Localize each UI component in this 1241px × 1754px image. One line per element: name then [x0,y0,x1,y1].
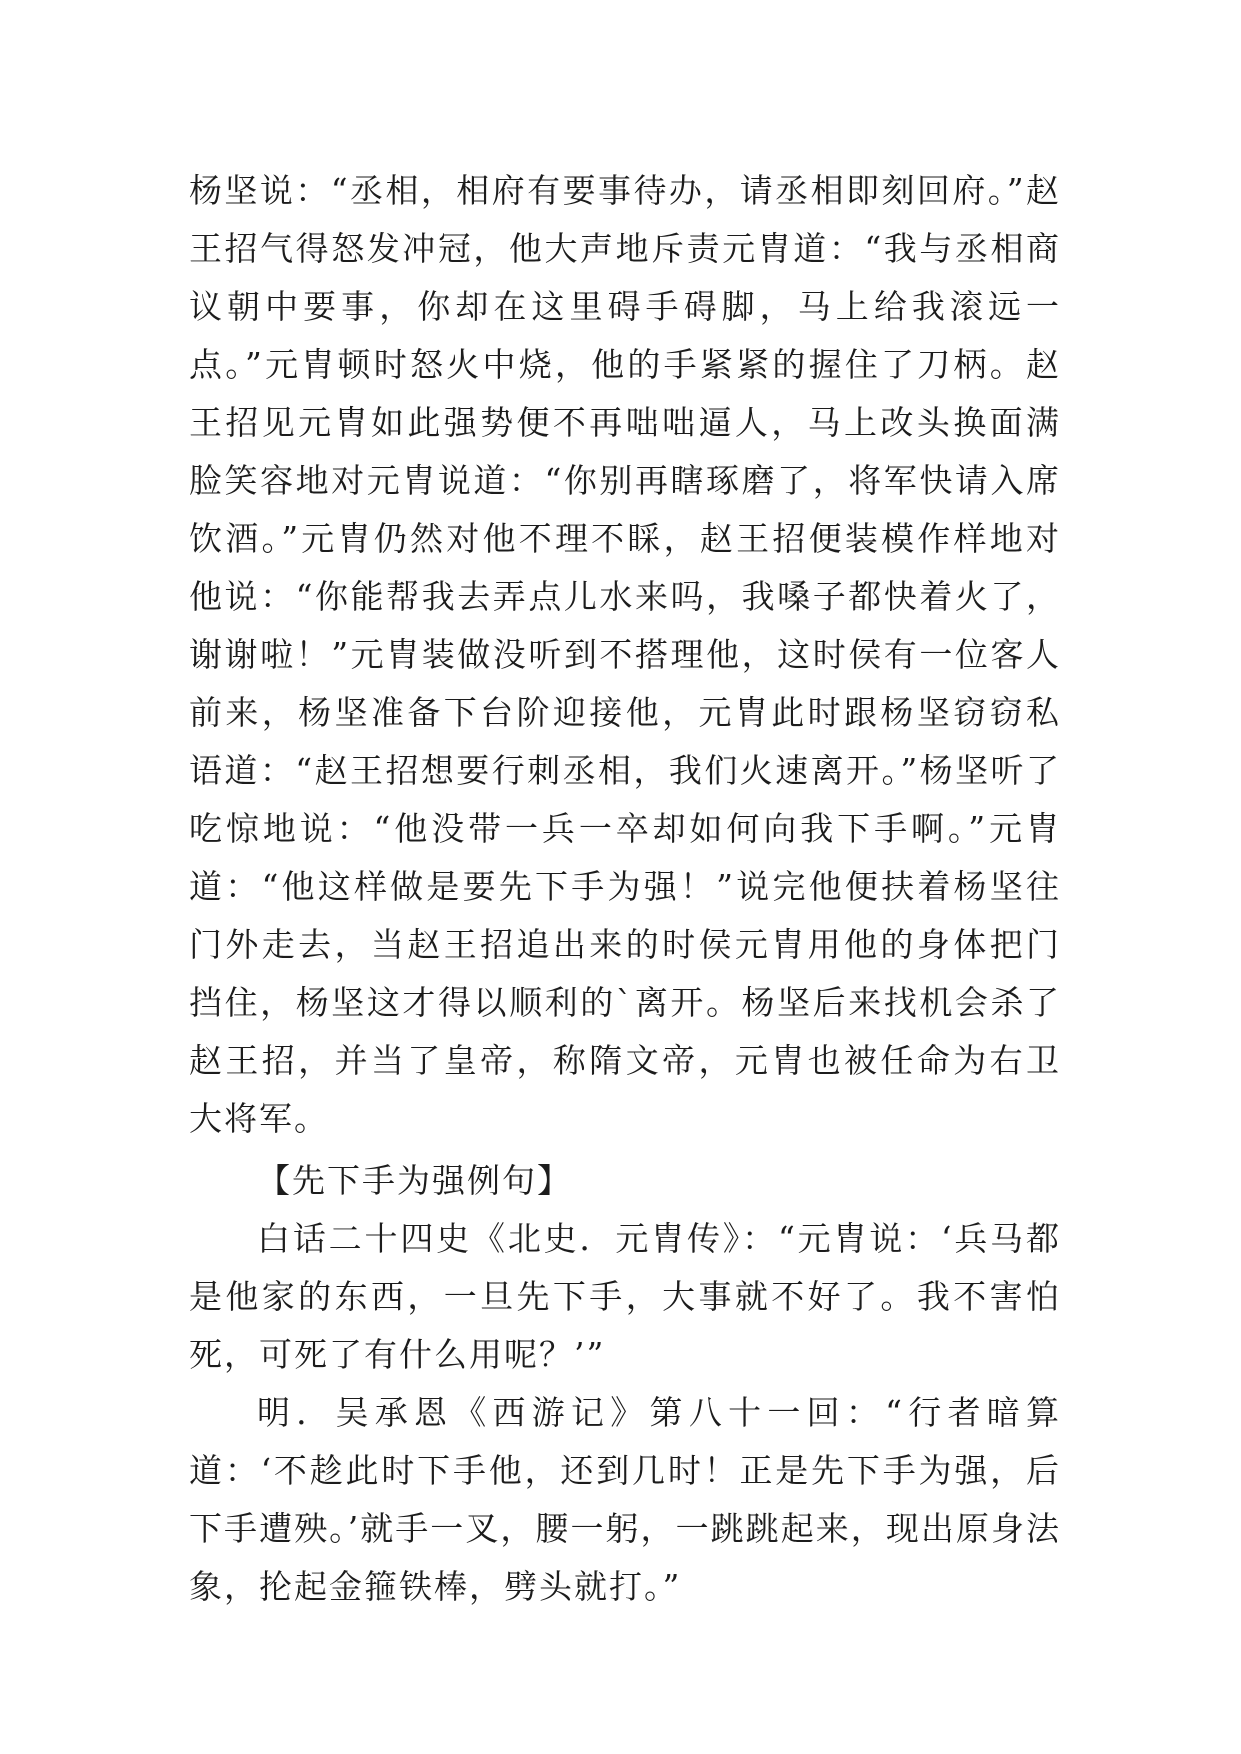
example-paragraph-beishi: 白话二十四史《北史．元胄传》：“元胄说：‘兵马都是他家的东西，一旦先下手，大事就不好了。我不害怕死，可死了有什么用呢？’” [189,1219,1061,1374]
story-paragraph: 杨坚说：“丞相，相府有要事待办，请丞相即刻回府。”赵王招气得怒发冲冠，他大声地斥责元胄道：“我与丞相商议朝中要事，你却在这里碍手碍脚，马上给我滚远一点。”元胄顿时怒火中烧，他的手紧紧的握住了刀柄。赵王招见元胄如此强势便不再咄咄逼人，马上改头换面满脸笑容地对元胄说道：“你别再瞎琢磨了，将军快请入席饮酒。”元胄仍然对他不理不睬，赵王招便装模作样地对他说：“你能帮我去弄点儿水来吗，我嗓子都快着火了，谢谢啦！”元胄装做没听到不搭理他，这时侯有一位客人前来，杨坚准备下台阶迎接他，元胄此时跟杨坚窃窃私语道：“赵王招想要行刺丞相，我们火速离开。”杨坚听了吃惊地说：“他没带一兵一卒却如何向我下手啊。”元胄道：“他这样做是要先下手为强！”说完他便扶着杨坚往门外走去，当赵王招追出来的时侯元胄用他的身体把门挡住，杨坚这才得以顺利的`离开。杨坚后来找机会杀了赵王招，并当了皇帝，称隋文帝，元胄也被任命为右卫大将军。 [189,171,1061,1138]
example-paragraph-xiyouji: 明．吴承恩《西游记》第八十一回：“行者暗算道：‘不趁此时下手他，还到几时！正是先下手为强，后下手遭殃。’就手一叉，腰一躬，一跳跳起来，现出原身法象，抡起金箍铁棒，劈头就打。” [189,1393,1061,1606]
section-heading: 【先下手为强例句】 [257,1161,572,1200]
document-body [189,162,1061,1616]
